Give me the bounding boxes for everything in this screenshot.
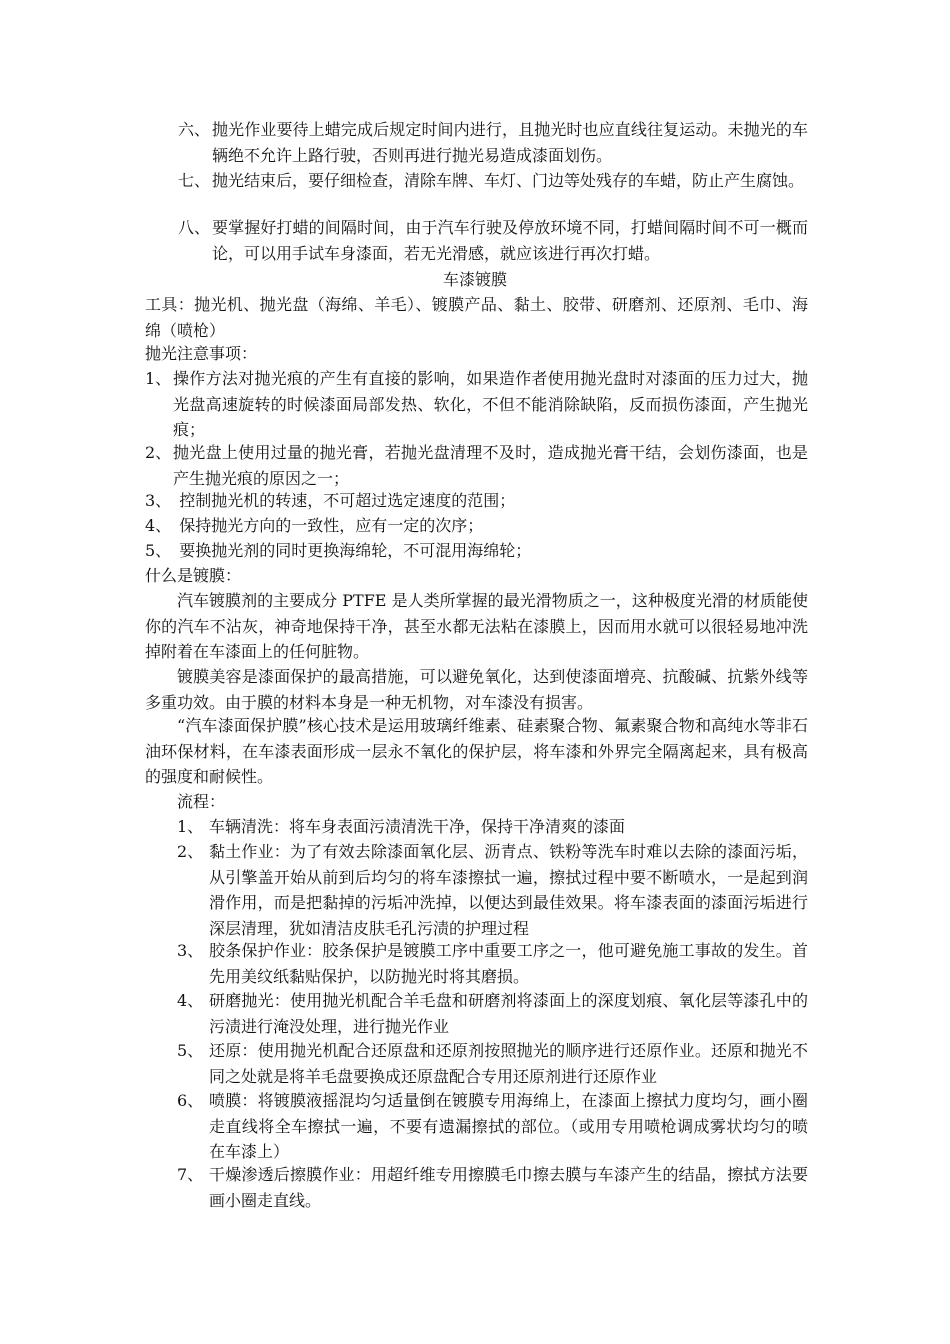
paragraph: 汽车镀膜剂的主要成分 PTFE 是人类所掌握的最光滑物质之一，这种极度光滑的材质能使你的汽车不沾灰，神奇地保持干净，甚至水都无法粘在漆膜上，因而用水就可以很轻易地冲洗掉附着在车漆面上的任何脏物。 bbox=[145, 591, 808, 661]
top-item bbox=[178, 168, 808, 194]
note-text: 控制抛光机的转速，不可超过选定速度的范围； bbox=[179, 491, 516, 510]
note-item bbox=[145, 514, 483, 538]
process-item bbox=[177, 938, 808, 989]
notes-heading: 抛光注意事项： bbox=[145, 344, 258, 363]
note-number: 4、 bbox=[145, 516, 172, 535]
top-item bbox=[178, 117, 808, 168]
item-text: 抛光作业要待上蜡完成后规定时间内进行，且抛光时也应直线往复运动。未抛光的车辆绝不允许上路行驶，否则再进行抛光易造成漆面划伤。 bbox=[212, 120, 808, 165]
note-item bbox=[145, 489, 515, 513]
process-number: 5、 bbox=[177, 1041, 204, 1060]
process-text: 车辆清洗：将车身表面污渍清洗干净，保持干净清爽的漆面 bbox=[209, 817, 626, 836]
item-number: 八、 bbox=[178, 218, 211, 237]
item-text: 要掌握好打蜡的间隔时间，由于汽车行驶及停放环境不同，打蜡间隔时间不可一概而论，可以用手试车身漆面，若无光滑感，就应该进行再次打蜡。 bbox=[212, 218, 808, 263]
process-item bbox=[177, 1162, 808, 1213]
top-item bbox=[178, 215, 808, 266]
process-text: 干燥渗透后擦膜作业：用超纤维专用擦膜毛巾擦去膜与车漆产生的结晶，擦拭方法要画小圈走直线。 bbox=[209, 1165, 808, 1210]
item-number: 七、 bbox=[178, 171, 211, 190]
paragraph: “汽车漆面保护膜”核心技术是运用玻璃纤维素、硅素聚合物、氟素聚合物和高纯水等非石油环保材料，在车漆表面形成一层永不氧化的保护层，将车漆和外界完全隔离起来，具有极高的强度和耐候性。 bbox=[145, 716, 808, 786]
note-item bbox=[145, 366, 808, 443]
note-number: 3、 bbox=[145, 491, 172, 510]
process-text: 研磨抛光：使用抛光机配合羊毛盘和研磨剂将漆面上的深度划痕、氧化层等漆孔中的污渍进行淹没处理，进行抛光作业 bbox=[209, 991, 808, 1036]
note-item bbox=[145, 440, 808, 491]
process-text: 胶条保护作业：胶条保护是镀膜工序中重要工序之一，他可避免施工事故的发生。首先用美纹纸黏贴保护，以防抛光时将其磨损。 bbox=[209, 941, 808, 986]
process-text: 喷膜：将镀膜液摇混均匀适量倒在镀膜专用海绵上，在漆面上擦拭力度均匀，画小圈走直线将全车擦拭一遍，不要有遗漏擦拭的部位。（或用专用喷枪调成雾状均匀的喷在车漆上） bbox=[209, 1091, 808, 1161]
tools-line: 工具：抛光机、抛光盘（海绵、羊毛）、镀膜产品、黏土、胶带、研磨剂、还原剂、毛巾、海绵（喷枪） bbox=[145, 295, 808, 340]
process-item bbox=[177, 814, 808, 840]
process-text: 黏土作业：为了有效去除漆面氧化层、沥青点、铁粉等洗车时难以去除的漆面污垢，从引擎盖开始从前到后均匀的将车漆擦拭一遍，擦拭过程中要不断喷水，一是起到润滑作用，而是把黏掉的污垢冲洗掉，以便达到最佳效果。将车漆表面的漆面污垢进行深层清理，犹如清洁皮肤毛孔污渍的护理过程 bbox=[209, 842, 808, 938]
process-number: 3、 bbox=[177, 941, 204, 960]
process-item bbox=[177, 988, 808, 1039]
note-number: 2、 bbox=[145, 443, 172, 462]
process-item bbox=[177, 1038, 808, 1089]
process-item bbox=[177, 839, 808, 941]
item-number: 六、 bbox=[178, 120, 211, 139]
process-number: 4、 bbox=[177, 991, 204, 1010]
process-heading: 流程： bbox=[177, 792, 226, 811]
process-number: 7、 bbox=[177, 1165, 204, 1184]
note-number: 5、 bbox=[145, 541, 172, 560]
note-item bbox=[145, 539, 531, 563]
process-item bbox=[177, 1088, 808, 1165]
note-text: 保持抛光方向的一致性，应有一定的次序； bbox=[179, 516, 484, 535]
process-number: 2、 bbox=[177, 842, 204, 861]
paragraph: 镀膜美容是漆面保护的最高措施，可以避免氧化，达到使漆面增亮、抗酸碱、抗紫外线等多重功效。由于膜的材料本身是一种无机物，对车漆没有损害。 bbox=[145, 667, 808, 712]
what-heading: 什么是镀膜： bbox=[145, 566, 242, 585]
process-text: 还原：使用抛光机配合还原盘和还原剂按照抛光的顺序进行还原作业。还原和抛光不同之处就是将羊毛盘要换成还原盘配合专用还原剂进行还原作业 bbox=[209, 1041, 808, 1086]
section-title: 车漆镀膜 bbox=[442, 270, 507, 289]
process-number: 6、 bbox=[177, 1091, 204, 1110]
process-number: 1、 bbox=[177, 817, 204, 836]
note-text: 操作方法对抛光痕的产生有直接的影响，如果造作者使用抛光盘时对漆面的压力过大，抛光盘高速旋转的时候漆面局部发热、软化，不但不能消除缺陷，反而损伤漆面，产生抛光痕； bbox=[173, 369, 808, 439]
item-text: 抛光结束后，要仔细检查，清除车牌、车灯、门边等处残存的车蜡，防止产生腐蚀。 bbox=[212, 171, 805, 190]
note-text: 要换抛光剂的同时更换海绵轮，不可混用海绵轮； bbox=[179, 541, 532, 560]
note-text: 抛光盘上使用过量的抛光膏，若抛光盘清理不及时，造成抛光膏干结，会划伤漆面，也是产生抛光痕的原因之一； bbox=[173, 443, 808, 488]
note-number: 1、 bbox=[145, 369, 172, 388]
